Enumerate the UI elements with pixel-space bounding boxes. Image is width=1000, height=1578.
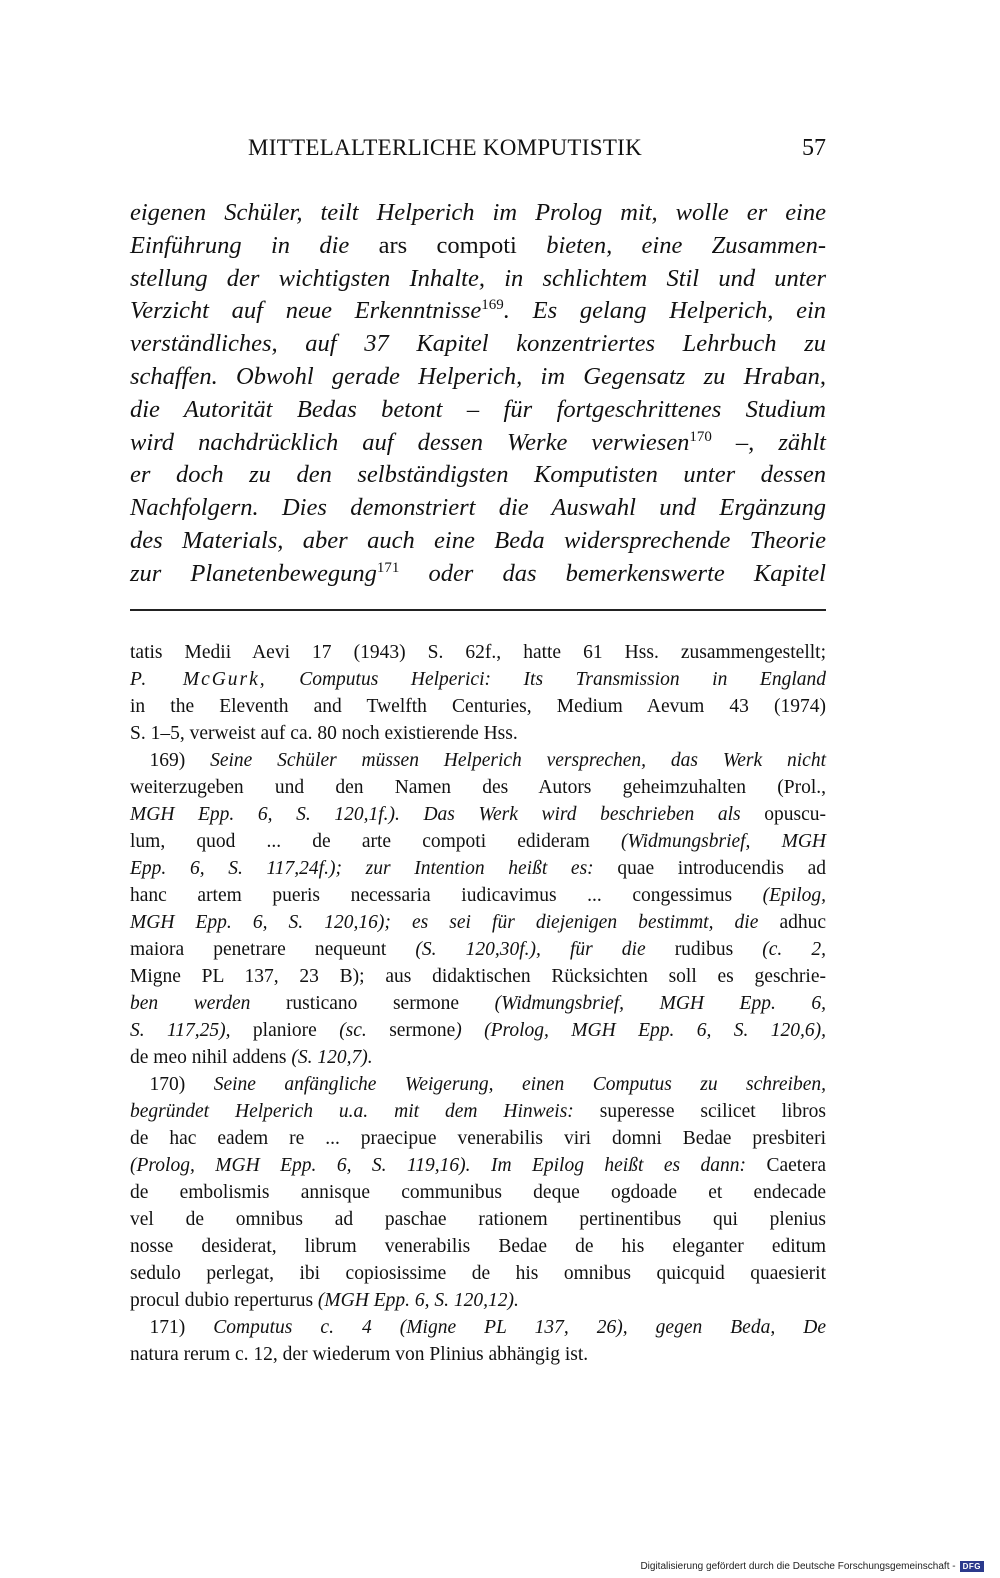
footnote-line: natura rerum c. 12, der wiederum von Plinius abhängig ist. — [130, 1344, 589, 1365]
text-line: des Materials, aber auch eine Beda widersprechende Theorie — [130, 526, 826, 554]
footnote-line: nosse desiderat, librum venerabilis Bedae de his eleganter editum — [130, 1236, 826, 1257]
text-line: zur Planetenbewegung$^{171}$ oder das bemerkenswerte Kapitel — [130, 559, 826, 587]
text-line: schaffen. Obwohl gerade Helperich, im Gegensatz zu Hraban, — [130, 362, 826, 390]
footnote-line: MGH Epp. 6, S. 120,1f.). Das Werk wird beschrieben als opuscu- — [130, 804, 826, 825]
footnote-line: weiterzugeben und den Namen des Autors geheimzuhalten (Prol., — [130, 777, 826, 798]
running-title: MITTELALTERLICHE KOMPUTISTIK — [248, 135, 643, 160]
footnote-line: ben werden rusticano sermone (Widmungsbrief, MGH Epp. 6, — [130, 993, 826, 1014]
text-line: Verzicht auf neue Erkenntnisse$^{169}$. Es gelang Helperich, ein — [130, 297, 827, 325]
text-line: die Autorität Bedas betont – für fortgeschrittenes Studium — [130, 395, 826, 423]
footnote-line: lum, quod ... de arte compoti edideram (Widmungsbrief, MGH — [130, 831, 826, 852]
footnote-ref: 170 — [689, 428, 712, 445]
text-line: Nachfolgern. Dies demonstriert die Auswahl und Ergänzung — [130, 494, 826, 522]
footnote-line: P. McGurk, Computus Helperici: Its Transmission in England — [130, 669, 826, 690]
footnote-line: begründet Helperich u.a. mit dem Hinweis: superesse scilicet libros — [130, 1101, 826, 1122]
footnote-line: vel de omnibus ad paschae rationem pertinentibus qui plenius — [130, 1209, 826, 1230]
footnote-line: de meo nihil addens (S. 120,7). — [130, 1047, 373, 1068]
text-line: wird nachdrücklich auf dessen Werke verwiesen$^{170}$ –, zählt — [130, 428, 826, 456]
digitization-credit — [640, 1561, 984, 1572]
footnotes — [130, 639, 826, 1368]
text-line: er doch zu den selbständigsten Komputisten unter dessen — [130, 461, 826, 489]
footnote-line: Migne PL 137, 23 B); aus didaktischen Rücksichten soll es geschrie- — [130, 966, 826, 987]
footnote-171: 171) Computus c. 4 (Migne PL 137, 26), gegen Beda, De — [149, 1317, 826, 1338]
footnote-line: MGH Epp. 6, S. 120,16); es sei für diejenigen bestimmt, die adhuc — [130, 912, 827, 933]
footnote-line: S. 1–5, verweist auf ca. 80 noch existierende Hss. — [130, 723, 518, 744]
running-head — [130, 130, 826, 166]
main-text — [130, 197, 826, 591]
footnote-line: procul dubio reperturus (MGH Epp. 6, S. 120,12). — [130, 1290, 519, 1311]
text-line: verständliches, auf 37 Kapitel konzentriertes Lehrbuch zu — [130, 330, 826, 358]
footnote-line: maiora penetrare nequeunt (S. 120,30f.), für die rudibus (c. 2, — [130, 939, 826, 960]
footnote-line: in the Eleventh and Twelfth Centuries, Medium Aevum 43 (1974) — [130, 696, 826, 717]
footnote-line: S. 117,25), planiore (sc. sermone) (Prolog, MGH Epp. 6, S. 120,6), — [130, 1020, 826, 1041]
footnote-line: hanc artem pueris necessaria iudicavimus ... congessimus (Epilog, — [130, 885, 826, 906]
text-line: stellung der wichtigsten Inhalte, in schlichtem Stil und unter — [130, 264, 826, 292]
footnote-line: de embolismis annisque communibus deque ogdoade et endecade — [130, 1182, 826, 1203]
footnote-170: 170) Seine anfängliche Weigerung, einen Computus zu schreiben, — [149, 1074, 826, 1095]
footnote-line: (Prolog, MGH Epp. 6, S. 119,16). Im Epilog heißt es dann: Caetera — [130, 1155, 826, 1176]
footnote-line: tatis Medii Aevi 17 (1943) S. 62f., hatte 61 Hss. zusammengestellt; — [130, 642, 826, 663]
text-line: Einführung in die ars compoti bieten, eine Zusammen- — [130, 231, 827, 259]
footnote-line: de hac eadem re ... praecipue venerabilis viri domni Bedae presbiteri — [130, 1128, 826, 1149]
footnote-ref: 169 — [481, 297, 504, 314]
footnote-divider — [130, 609, 826, 611]
page-number: 57 — [802, 135, 826, 161]
footnote-line: Epp. 6, S. 117,24f.); zur Intention heißt es: quae introducendis ad — [130, 858, 826, 879]
text-line: eigenen Schüler, teilt Helperich im Prolog mit, wolle er eine — [130, 199, 826, 226]
credit-text: Digitalisierung gefördert durch die Deutsche Forschungsgemeinschaft - — [640, 1561, 956, 1572]
dfg-logo: DFG — [960, 1561, 984, 1572]
footnote-169: 169) Seine Schüler müssen Helperich versprechen, das Werk nicht — [149, 750, 826, 771]
footnote-line: sedulo perlegat, ibi copiosissime de his omnibus quicquid quaesierit — [130, 1263, 826, 1284]
footnote-ref: 171 — [376, 559, 400, 576]
